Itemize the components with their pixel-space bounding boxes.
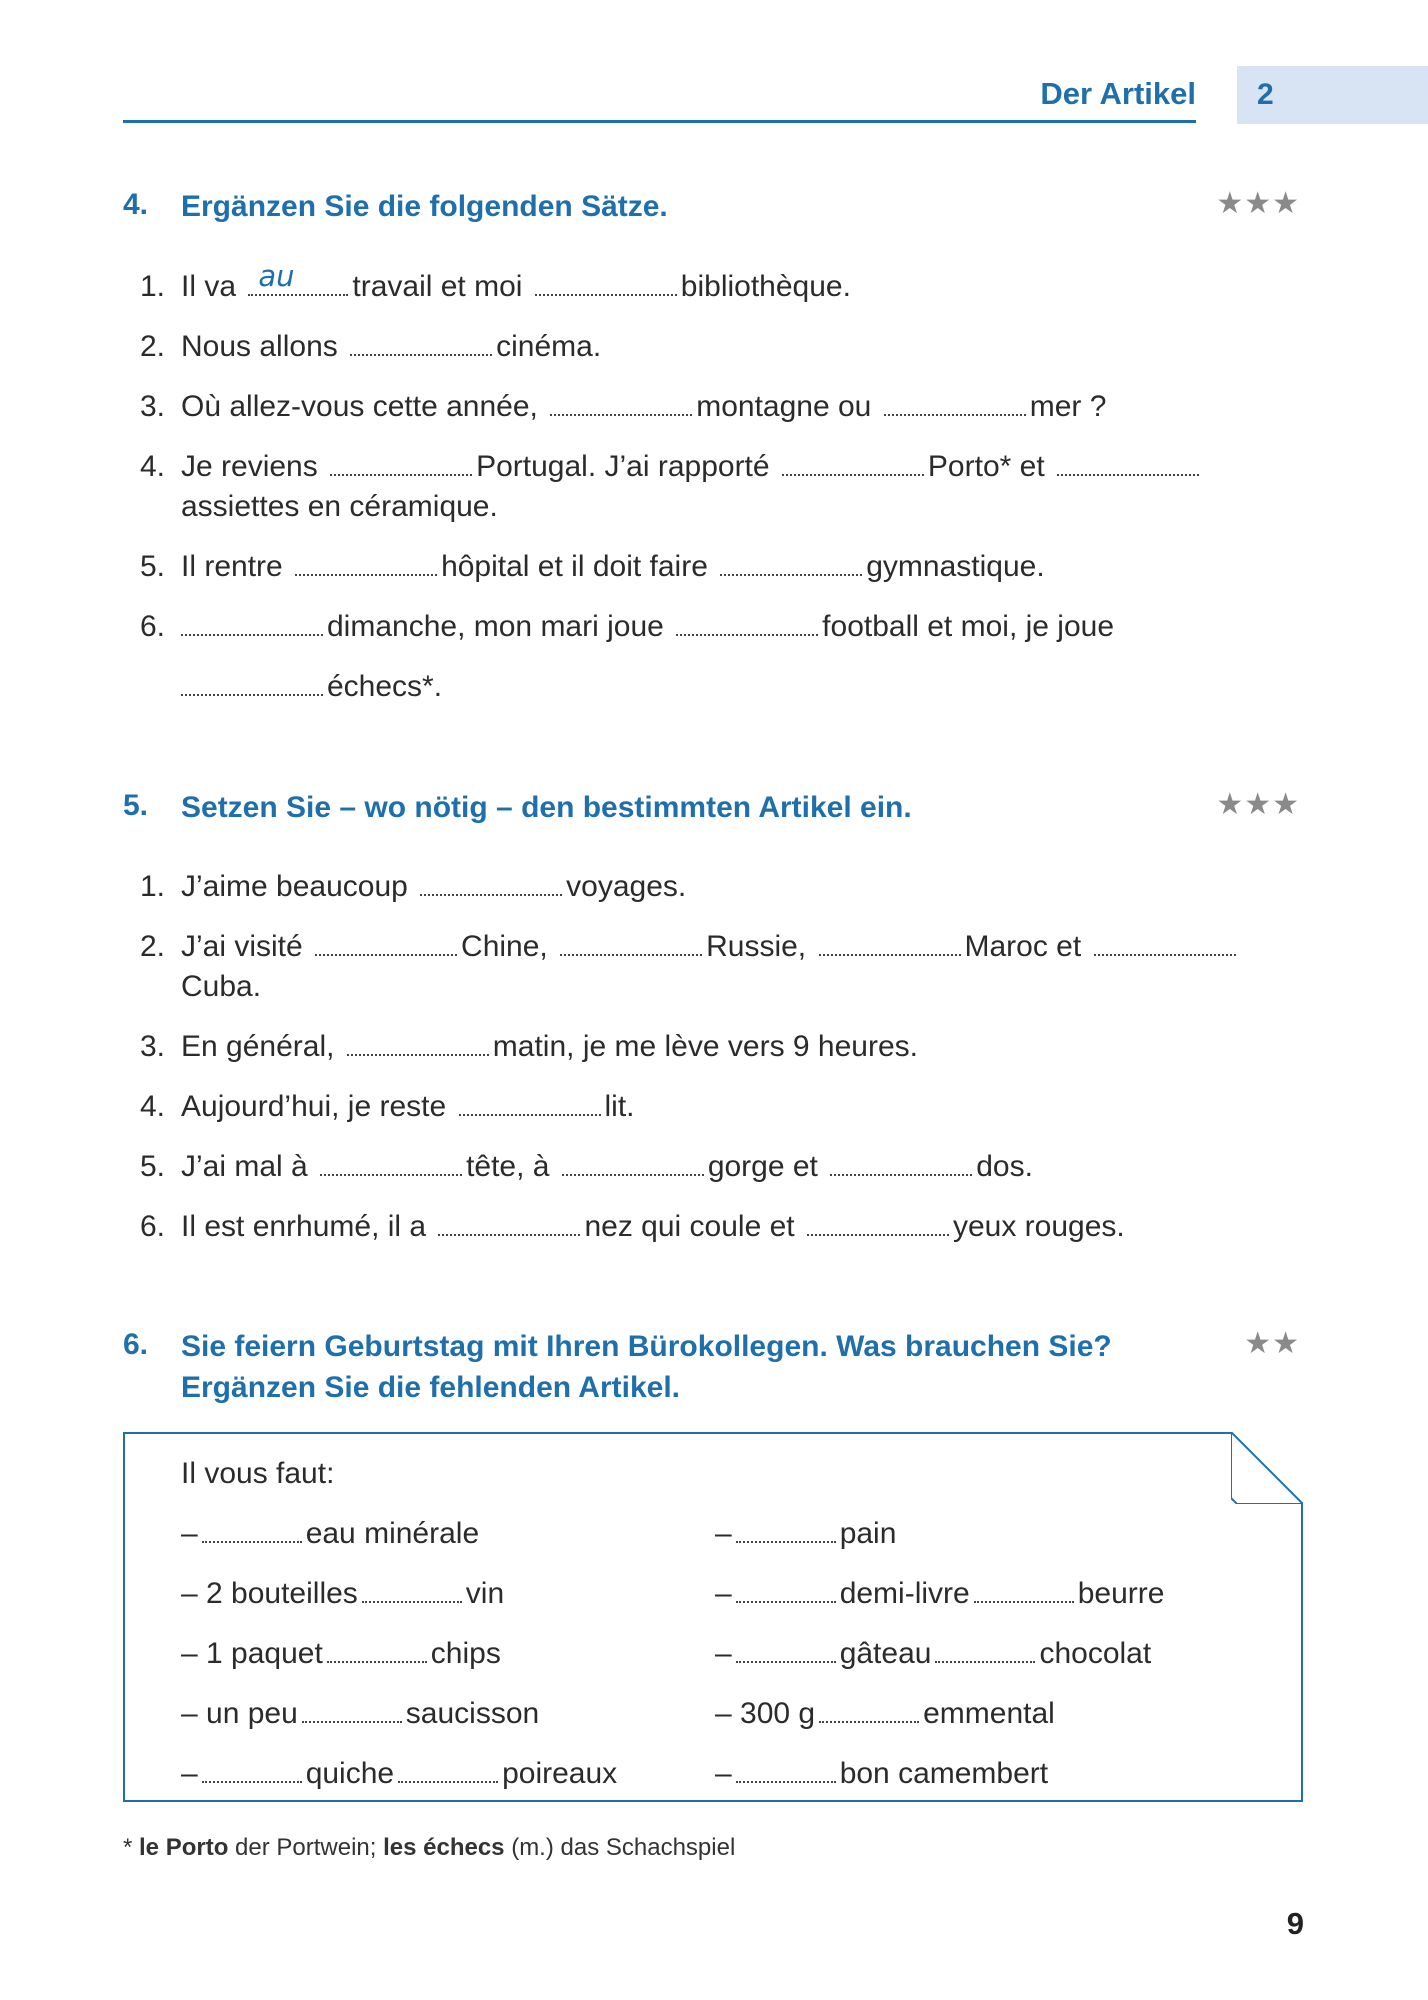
ex4-item-2: 2. Nous allons cinéma.: [140, 330, 602, 363]
list-item: – 2 bouteilles vin: [181, 1577, 505, 1610]
chapter-title: Der Artikel: [1040, 76, 1196, 111]
answer-blank[interactable]: [202, 1757, 302, 1783]
answer-blank[interactable]: [350, 330, 492, 356]
exercise-5-title: Setzen Sie – wo nötig – den bestimmten Artikel ein.: [181, 791, 912, 824]
answer-blank[interactable]: [181, 670, 323, 696]
list-item: – 1 paquet chips: [181, 1637, 501, 1670]
answer-blank[interactable]: [1094, 930, 1236, 956]
exercise-6-title: Sie feiern Geburtstag mit Ihren Bürokollegen. Was brauchen Sie? Ergänzen Sie die fehlenden Artikel.: [181, 1330, 1112, 1404]
list-item: – un peu saucisson: [181, 1697, 540, 1730]
difficulty-stars: ★★: [1244, 1327, 1300, 1360]
ex5-item-6: 6. Il est enrhumé, il a nez qui coule et yeux rouges.: [140, 1210, 1125, 1243]
answer-blank[interactable]: [1057, 450, 1199, 476]
footnote: * le Porto der Portwein; les échecs (m.) das Schachspiel: [123, 1834, 736, 1861]
difficulty-stars: ★★★: [1216, 187, 1300, 220]
list-item: – quiche poireaux: [181, 1757, 618, 1790]
answer-blank[interactable]: [398, 1757, 498, 1783]
difficulty-stars: ★★★: [1216, 788, 1300, 821]
answer-blank[interactable]: [302, 1697, 402, 1723]
ex5-item-2: 2. J’ai visité Chine, Russie, Maroc et: [140, 927, 1260, 967]
answer-blank[interactable]: [295, 550, 437, 576]
answer-blank[interactable]: [736, 1577, 836, 1603]
answer-blank[interactable]: [819, 1697, 919, 1723]
answer-blank[interactable]: [819, 930, 961, 956]
exercise-4-title: Ergänzen Sie die folgenden Sätze.: [181, 190, 668, 223]
answer-blank[interactable]: [347, 1030, 489, 1056]
answer-blank[interactable]: [560, 930, 702, 956]
answer-blank[interactable]: [459, 1090, 601, 1116]
ex4-item-3: 3. Où allez-vous cette année, montagne ou mer ?: [140, 390, 1107, 423]
answer-blank[interactable]: [362, 1577, 462, 1603]
exercise-6-number: 6.: [123, 1328, 149, 1361]
answer-blank[interactable]: [315, 930, 457, 956]
ex4-item-4: 4. Je reviens Portugal. J’ai rapporté Porto* et: [140, 447, 1260, 487]
ex4-item-5: 5. Il rentre hôpital et il doit faire gymnastique.: [140, 550, 1045, 583]
answer-blank[interactable]: [330, 450, 472, 476]
handwritten-answer: au: [258, 259, 295, 293]
ex4-item-6-continued: échecs*.: [181, 667, 442, 707]
ex4-item-6: 6. dimanche, mon mari joue football et moi, je joue: [140, 610, 1115, 643]
ex5-item-3: 3. En général, matin, je me lève vers 9 heures.: [140, 1030, 918, 1063]
answer-blank[interactable]: [181, 610, 323, 636]
answer-blank[interactable]: [676, 610, 818, 636]
answer-blank[interactable]: [974, 1577, 1074, 1603]
answer-blank[interactable]: [736, 1757, 836, 1783]
ex5-item-2-continued: Cuba.: [181, 970, 262, 1003]
header-rule: [123, 120, 1196, 123]
ex5-item-4: 4. Aujourd’hui, je reste lit.: [140, 1090, 635, 1123]
answer-blank[interactable]: [884, 390, 1026, 416]
answer-blank[interactable]: [248, 259, 348, 296]
answer-blank[interactable]: [736, 1637, 836, 1663]
answer-blank[interactable]: [935, 1637, 1035, 1663]
answer-blank[interactable]: [830, 1150, 972, 1176]
exercise-4-number: 4.: [123, 188, 149, 221]
list-item: – 300 g emmental: [715, 1697, 1055, 1730]
answer-blank[interactable]: [327, 1637, 427, 1663]
ex4-item-4-continued: assiettes en céramique.: [181, 490, 498, 523]
answer-blank[interactable]: [720, 550, 862, 576]
answer-blank[interactable]: [807, 1210, 949, 1236]
answer-blank[interactable]: [202, 1517, 302, 1543]
answer-blank[interactable]: [320, 1150, 462, 1176]
ex5-item-1: 1. J’aime beaucoup voyages.: [140, 870, 687, 903]
answer-blank[interactable]: [535, 270, 677, 296]
list-item: – gâteau chocolat: [715, 1637, 1152, 1670]
ex5-item-5: 5. J’ai mal à tête, à gorge et dos.: [140, 1150, 1033, 1183]
list-item: – bon camembert: [715, 1757, 1049, 1790]
ex4-item-1: 1. Il va au travail et moi bibliothèque.: [140, 267, 1260, 307]
list-item: – pain: [715, 1517, 897, 1550]
answer-blank[interactable]: [782, 450, 924, 476]
folded-corner-icon: [1231, 1432, 1303, 1504]
chapter-tab: [1237, 66, 1428, 124]
list-item: – eau minérale: [181, 1517, 480, 1550]
answer-blank[interactable]: [562, 1150, 704, 1176]
answer-blank[interactable]: [438, 1210, 580, 1236]
answer-blank[interactable]: [736, 1517, 836, 1543]
list-item: – demi-livre beurre: [715, 1577, 1165, 1610]
exercise-5-number: 5.: [123, 789, 149, 822]
page-number: 9: [1286, 1906, 1304, 1941]
answer-blank[interactable]: [420, 870, 562, 896]
list-intro: Il vous faut:: [181, 1457, 335, 1490]
answer-blank[interactable]: [550, 390, 692, 416]
shopping-list-note: [123, 1432, 1303, 1802]
chapter-number: 2: [1257, 78, 1274, 111]
